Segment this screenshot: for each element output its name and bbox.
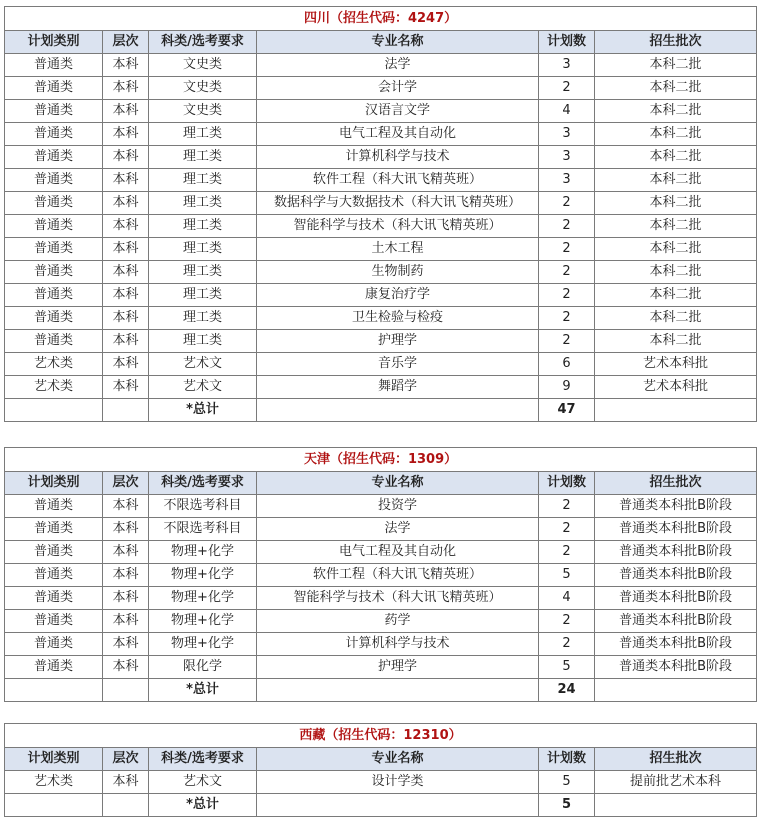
plan-count-cell: 6	[539, 353, 595, 376]
table-row	[5, 169, 757, 192]
empty-cell	[257, 679, 539, 702]
major-name-cell: 会计学	[257, 77, 539, 100]
plan-count-cell: 2	[539, 495, 595, 518]
subject-requirement-cell: 理工类	[149, 169, 257, 192]
column-header: 科类/选考要求	[149, 748, 257, 771]
table-row	[5, 54, 757, 77]
table-row	[5, 261, 757, 284]
plan-count-cell: 2	[539, 284, 595, 307]
subject-requirement-cell: 理工类	[149, 192, 257, 215]
level-cell: 本科	[103, 376, 149, 399]
level-cell: 本科	[103, 123, 149, 146]
level-cell: 本科	[103, 633, 149, 656]
section-title: 西藏（招生代码：12310）	[5, 724, 757, 748]
table-row	[5, 564, 757, 587]
subject-requirement-cell: 物理+化学	[149, 587, 257, 610]
plan-count-cell: 3	[539, 123, 595, 146]
plan-category-cell: 普通类	[5, 100, 103, 123]
level-cell: 本科	[103, 518, 149, 541]
admission-batch-cell: 普通类本科批B阶段	[595, 656, 757, 679]
admission-batch-cell: 本科二批	[595, 54, 757, 77]
plan-count-cell: 3	[539, 169, 595, 192]
plan-category-cell: 普通类	[5, 169, 103, 192]
level-cell: 本科	[103, 169, 149, 192]
subject-requirement-cell: 理工类	[149, 261, 257, 284]
level-cell: 本科	[103, 146, 149, 169]
subject-requirement-cell: 物理+化学	[149, 541, 257, 564]
plan-count-cell: 2	[539, 518, 595, 541]
table-row	[5, 238, 757, 261]
plan-category-cell: 普通类	[5, 587, 103, 610]
admission-batch-cell: 普通类本科批B阶段	[595, 610, 757, 633]
plan-count-cell: 3	[539, 146, 595, 169]
admission-batch-cell: 普通类本科批B阶段	[595, 495, 757, 518]
plan-category-cell: 普通类	[5, 330, 103, 353]
admission-batch-cell: 普通类本科批B阶段	[595, 633, 757, 656]
admission-batch-cell: 本科二批	[595, 77, 757, 100]
total-row	[5, 794, 757, 817]
subject-requirement-cell: 理工类	[149, 238, 257, 261]
table-row	[5, 284, 757, 307]
table-header-row	[5, 31, 757, 54]
plan-category-cell: 普通类	[5, 146, 103, 169]
empty-cell	[5, 794, 103, 817]
subject-requirement-cell: 物理+化学	[149, 610, 257, 633]
column-header: 专业名称	[257, 472, 539, 495]
plan-category-cell: 普通类	[5, 541, 103, 564]
major-name-cell: 卫生检验与检疫	[257, 307, 539, 330]
major-name-cell: 音乐学	[257, 353, 539, 376]
column-header: 科类/选考要求	[149, 31, 257, 54]
empty-cell	[103, 399, 149, 422]
table-row	[5, 353, 757, 376]
table-row	[5, 330, 757, 353]
plan-category-cell: 普通类	[5, 307, 103, 330]
major-name-cell: 法学	[257, 54, 539, 77]
section-title: 天津（招生代码：1309）	[5, 448, 757, 472]
subject-requirement-cell: 理工类	[149, 215, 257, 238]
admission-batch-cell: 普通类本科批B阶段	[595, 518, 757, 541]
admission-batch-cell: 本科二批	[595, 284, 757, 307]
plan-count-cell: 2	[539, 610, 595, 633]
total-row	[5, 679, 757, 702]
level-cell: 本科	[103, 610, 149, 633]
enrollment-table	[4, 723, 757, 817]
column-header: 计划数	[539, 31, 595, 54]
table-row	[5, 215, 757, 238]
admission-batch-cell: 普通类本科批B阶段	[595, 541, 757, 564]
level-cell: 本科	[103, 330, 149, 353]
major-name-cell: 设计学类	[257, 771, 539, 794]
empty-cell	[5, 399, 103, 422]
major-name-cell: 药学	[257, 610, 539, 633]
admission-batch-cell: 本科二批	[595, 215, 757, 238]
column-header: 计划类别	[5, 472, 103, 495]
major-name-cell: 计算机科学与技术	[257, 633, 539, 656]
plan-count-cell: 5	[539, 564, 595, 587]
plan-category-cell: 普通类	[5, 284, 103, 307]
subject-requirement-cell: 理工类	[149, 123, 257, 146]
column-header: 层次	[103, 748, 149, 771]
plan-count-cell: 4	[539, 587, 595, 610]
table-row	[5, 77, 757, 100]
major-name-cell: 土木工程	[257, 238, 539, 261]
admission-batch-cell: 本科二批	[595, 146, 757, 169]
plan-category-cell: 普通类	[5, 564, 103, 587]
table-row	[5, 518, 757, 541]
level-cell: 本科	[103, 587, 149, 610]
level-cell: 本科	[103, 261, 149, 284]
table-row	[5, 307, 757, 330]
admission-batch-cell: 本科二批	[595, 238, 757, 261]
major-name-cell: 生物制药	[257, 261, 539, 284]
column-header: 专业名称	[257, 748, 539, 771]
empty-cell	[257, 399, 539, 422]
plan-category-cell: 普通类	[5, 495, 103, 518]
table-header-row	[5, 748, 757, 771]
empty-cell	[5, 679, 103, 702]
total-label: *总计	[149, 794, 257, 817]
column-header: 招生批次	[595, 31, 757, 54]
admission-batch-cell: 本科二批	[595, 261, 757, 284]
major-name-cell: 数据科学与大数据技术（科大讯飞精英班）	[257, 192, 539, 215]
plan-category-cell: 普通类	[5, 123, 103, 146]
subject-requirement-cell: 文史类	[149, 100, 257, 123]
total-value: 47	[539, 399, 595, 422]
level-cell: 本科	[103, 307, 149, 330]
subject-requirement-cell: 文史类	[149, 54, 257, 77]
column-header: 科类/选考要求	[149, 472, 257, 495]
plan-count-cell: 9	[539, 376, 595, 399]
plan-category-cell: 艺术类	[5, 771, 103, 794]
subject-requirement-cell: 不限选考科目	[149, 495, 257, 518]
level-cell: 本科	[103, 541, 149, 564]
plan-count-cell: 2	[539, 330, 595, 353]
major-name-cell: 护理学	[257, 656, 539, 679]
admission-batch-cell: 艺术本科批	[595, 353, 757, 376]
level-cell: 本科	[103, 215, 149, 238]
total-row	[5, 399, 757, 422]
column-header: 计划类别	[5, 748, 103, 771]
plan-category-cell: 普通类	[5, 633, 103, 656]
table-block-xizang	[4, 723, 756, 817]
level-cell: 本科	[103, 656, 149, 679]
plan-category-cell: 艺术类	[5, 376, 103, 399]
total-value: 5	[539, 794, 595, 817]
table-block-tianjin	[4, 447, 756, 702]
plan-count-cell: 5	[539, 656, 595, 679]
column-header: 计划数	[539, 748, 595, 771]
subject-requirement-cell: 文史类	[149, 77, 257, 100]
plan-count-cell: 2	[539, 77, 595, 100]
major-name-cell: 康复治疗学	[257, 284, 539, 307]
empty-cell	[257, 794, 539, 817]
subject-requirement-cell: 艺术文	[149, 771, 257, 794]
plan-category-cell: 普通类	[5, 610, 103, 633]
plan-count-cell: 5	[539, 771, 595, 794]
subject-requirement-cell: 限化学	[149, 656, 257, 679]
table-row	[5, 656, 757, 679]
enrollment-table	[4, 447, 757, 702]
level-cell: 本科	[103, 353, 149, 376]
subject-requirement-cell: 不限选考科目	[149, 518, 257, 541]
major-name-cell: 智能科学与技术（科大讯飞精英班）	[257, 215, 539, 238]
subject-requirement-cell: 物理+化学	[149, 633, 257, 656]
level-cell: 本科	[103, 238, 149, 261]
major-name-cell: 软件工程（科大讯飞精英班）	[257, 169, 539, 192]
admission-batch-cell: 本科二批	[595, 169, 757, 192]
plan-count-cell: 2	[539, 633, 595, 656]
table-block-sichuan	[4, 6, 756, 422]
major-name-cell: 护理学	[257, 330, 539, 353]
table-row	[5, 587, 757, 610]
table-row	[5, 633, 757, 656]
column-header: 专业名称	[257, 31, 539, 54]
column-header: 层次	[103, 472, 149, 495]
admission-batch-cell: 本科二批	[595, 100, 757, 123]
table-row	[5, 146, 757, 169]
section-title-row	[5, 448, 757, 472]
plan-category-cell: 普通类	[5, 77, 103, 100]
empty-cell	[103, 679, 149, 702]
level-cell: 本科	[103, 495, 149, 518]
plan-category-cell: 普通类	[5, 656, 103, 679]
column-header: 招生批次	[595, 472, 757, 495]
plan-category-cell: 普通类	[5, 261, 103, 284]
subject-requirement-cell: 理工类	[149, 330, 257, 353]
empty-cell	[595, 794, 757, 817]
plan-count-cell: 2	[539, 215, 595, 238]
plan-count-cell: 3	[539, 54, 595, 77]
subject-requirement-cell: 理工类	[149, 146, 257, 169]
major-name-cell: 汉语言文学	[257, 100, 539, 123]
major-name-cell: 法学	[257, 518, 539, 541]
table-row	[5, 541, 757, 564]
level-cell: 本科	[103, 100, 149, 123]
admission-batch-cell: 本科二批	[595, 330, 757, 353]
section-title-row	[5, 7, 757, 31]
plan-count-cell: 2	[539, 238, 595, 261]
subject-requirement-cell: 艺术文	[149, 376, 257, 399]
table-row	[5, 100, 757, 123]
admission-batch-cell: 本科二批	[595, 307, 757, 330]
plan-category-cell: 艺术类	[5, 353, 103, 376]
table-row	[5, 771, 757, 794]
total-label: *总计	[149, 679, 257, 702]
section-title: 四川（招生代码：4247）	[5, 7, 757, 31]
admission-batch-cell: 本科二批	[595, 192, 757, 215]
table-row	[5, 123, 757, 146]
level-cell: 本科	[103, 77, 149, 100]
plan-count-cell: 2	[539, 307, 595, 330]
subject-requirement-cell: 理工类	[149, 307, 257, 330]
major-name-cell: 软件工程（科大讯飞精英班）	[257, 564, 539, 587]
plan-count-cell: 4	[539, 100, 595, 123]
total-label: *总计	[149, 399, 257, 422]
table-row	[5, 610, 757, 633]
subject-requirement-cell: 物理+化学	[149, 564, 257, 587]
table-row	[5, 376, 757, 399]
plan-category-cell: 普通类	[5, 238, 103, 261]
admission-batch-cell: 艺术本科批	[595, 376, 757, 399]
plan-category-cell: 普通类	[5, 215, 103, 238]
admission-batch-cell: 普通类本科批B阶段	[595, 587, 757, 610]
plan-category-cell: 普通类	[5, 518, 103, 541]
plan-count-cell: 2	[539, 261, 595, 284]
table-row	[5, 495, 757, 518]
major-name-cell: 舞蹈学	[257, 376, 539, 399]
plan-count-cell: 2	[539, 541, 595, 564]
column-header: 计划数	[539, 472, 595, 495]
level-cell: 本科	[103, 771, 149, 794]
table-row	[5, 192, 757, 215]
enrollment-table	[4, 6, 757, 422]
empty-cell	[103, 794, 149, 817]
major-name-cell: 计算机科学与技术	[257, 146, 539, 169]
empty-cell	[595, 399, 757, 422]
total-value: 24	[539, 679, 595, 702]
level-cell: 本科	[103, 284, 149, 307]
table-header-row	[5, 472, 757, 495]
section-title-row	[5, 724, 757, 748]
plan-category-cell: 普通类	[5, 192, 103, 215]
column-header: 招生批次	[595, 748, 757, 771]
admission-batch-cell: 本科二批	[595, 123, 757, 146]
plan-count-cell: 2	[539, 192, 595, 215]
subject-requirement-cell: 艺术文	[149, 353, 257, 376]
major-name-cell: 智能科学与技术（科大讯飞精英班）	[257, 587, 539, 610]
major-name-cell: 电气工程及其自动化	[257, 541, 539, 564]
level-cell: 本科	[103, 564, 149, 587]
major-name-cell: 电气工程及其自动化	[257, 123, 539, 146]
level-cell: 本科	[103, 54, 149, 77]
level-cell: 本科	[103, 192, 149, 215]
column-header: 计划类别	[5, 31, 103, 54]
admission-batch-cell: 普通类本科批B阶段	[595, 564, 757, 587]
empty-cell	[595, 679, 757, 702]
column-header: 层次	[103, 31, 149, 54]
admission-batch-cell: 提前批艺术本科	[595, 771, 757, 794]
subject-requirement-cell: 理工类	[149, 284, 257, 307]
major-name-cell: 投资学	[257, 495, 539, 518]
plan-category-cell: 普通类	[5, 54, 103, 77]
